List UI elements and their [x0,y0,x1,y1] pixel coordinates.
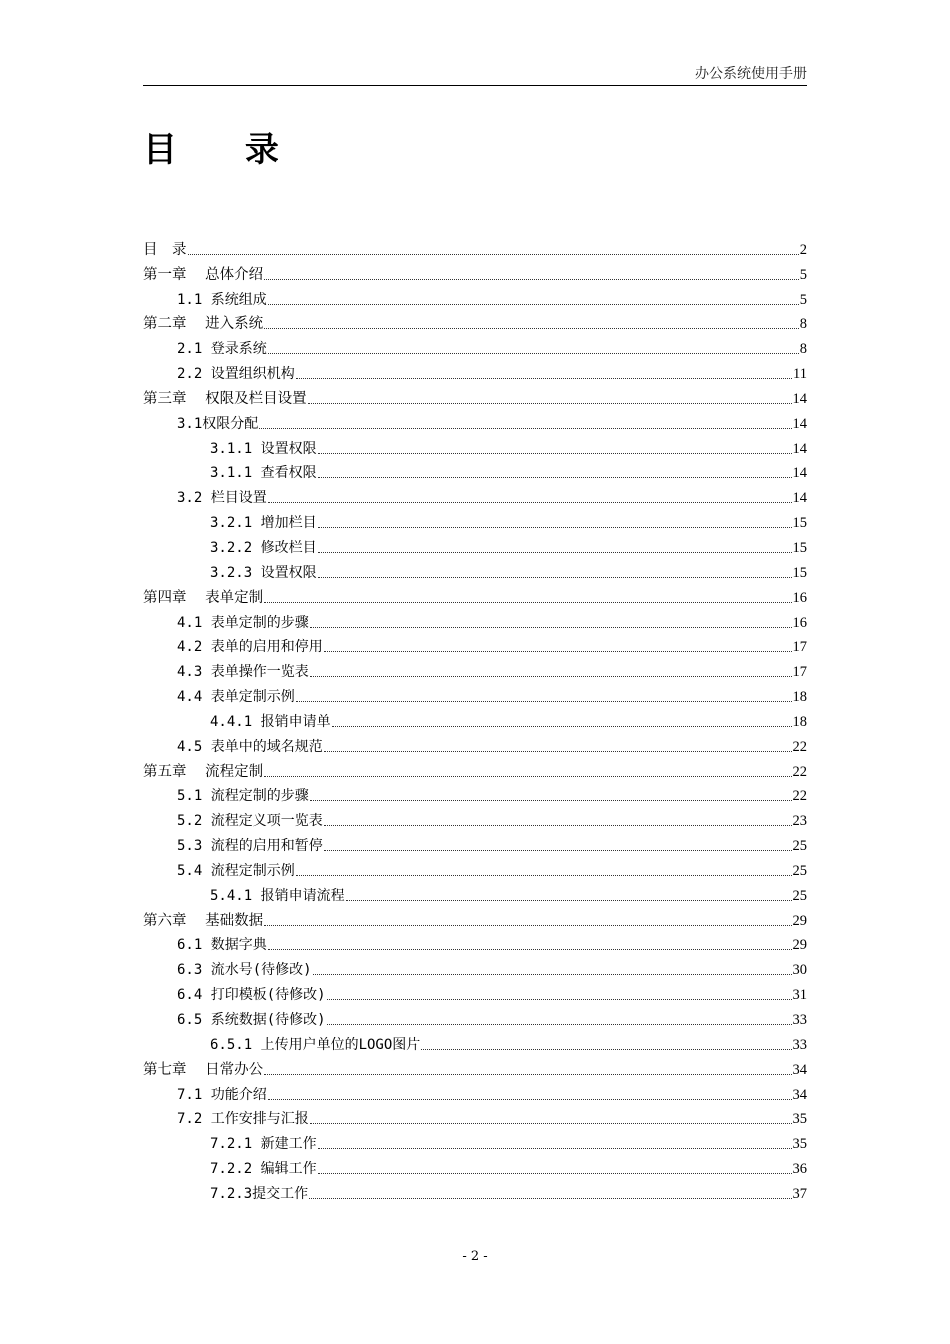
toc-entry-page: 30 [792,962,807,979]
toc-entry[interactable] [143,482,807,507]
toc-entry-label: 6.3 流水号(待修改) [177,962,312,979]
toc-entry-page: 25 [792,838,807,855]
running-header: 办公系统使用手册 [695,66,807,82]
toc-entry-label: 第七章 日常办公 [143,1061,264,1078]
toc-entry[interactable] [143,731,807,756]
toc-entry-page: 33 [792,1012,807,1028]
toc-entry-label: 3.2.2 修改栏目 [210,539,317,556]
toc-entry-label: 7.2.2 编辑工作 [210,1161,317,1178]
toc-entry-page: 16 [792,614,807,631]
toc-entry-label: 3.1.1 设置权限 [210,440,317,457]
toc-entry[interactable] [143,1029,807,1054]
dot-leader [318,1148,792,1149]
toc-entry-page: 22 [792,763,807,780]
dot-leader [264,602,791,603]
toc-entry-page: 18 [792,713,807,730]
toc-entry-page: 29 [792,912,807,929]
toc-entry-page: 18 [792,689,807,706]
dot-leader [296,378,792,379]
toc-entry-label: 5.4 流程定制示例 [177,862,295,879]
dot-leader [296,701,792,702]
toc-entry[interactable] [143,383,807,408]
toc-entry-label: 第四章 表单定制 [143,589,264,606]
toc-entry[interactable] [143,582,807,607]
toc-entry-page: 15 [792,564,807,581]
dot-leader [324,751,792,752]
toc-entry-page: 15 [792,515,807,532]
toc-entry-label: 第五章 流程定制 [143,763,264,780]
toc-entry[interactable] [143,309,807,334]
dot-leader [268,502,792,503]
dot-leader [268,949,792,950]
page-title: 目 录 [143,130,307,170]
dot-leader [309,1198,791,1199]
dot-leader [310,1123,792,1124]
dot-leader [308,403,792,404]
toc-entry[interactable] [143,1153,807,1178]
toc-entry-label: 5.1 流程定制的步骤 [177,788,309,805]
toc-entry-page: 37 [792,1185,807,1202]
toc-entry-label: 第一章 总体介绍 [143,266,264,283]
toc-entry[interactable] [143,905,807,930]
toc-entry-label: 4.3 表单操作一览表 [177,664,309,681]
toc-entry-label: 2.1 登录系统 [177,341,267,358]
toc-entry-label: 6.1 数据字典 [177,937,267,954]
table-of-contents [143,234,807,1203]
toc-entry-label: 4.4 表单定制示例 [177,689,295,706]
toc-entry-page: 2 [799,241,807,258]
toc-entry[interactable] [143,1128,807,1153]
toc-entry[interactable] [143,433,807,458]
toc-entry[interactable] [143,656,807,681]
toc-entry-page: 35 [792,1111,807,1128]
toc-entry-label: 6.5.1 上传用户单位的LOGO图片 [210,1036,421,1053]
dot-leader [332,726,792,727]
toc-entry[interactable] [143,632,807,657]
toc-entry-page: 23 [792,813,807,830]
toc-entry-page: 17 [792,664,807,681]
toc-entry[interactable] [143,333,807,358]
toc-entry-label: 5.3 流程的启用和暂停 [177,838,323,855]
toc-entry-label: 3.1.1 查看权限 [210,465,317,482]
toc-entry-label: 3.2.3 设置权限 [210,564,317,581]
toc-entry[interactable] [143,805,807,830]
dot-leader [259,428,791,429]
toc-entry-label: 7.2.3提交工作 [210,1185,309,1202]
toc-entry-label: 5.4.1 报销申请流程 [210,887,345,904]
toc-entry-label: 第三章 权限及栏目设置 [143,390,307,407]
dot-leader [318,1173,792,1174]
dot-leader [327,999,792,1000]
dot-leader [318,552,792,553]
toc-entry[interactable] [143,756,807,781]
toc-entry[interactable] [143,1004,807,1029]
toc-entry-page: 14 [792,440,807,457]
toc-entry[interactable] [143,358,807,383]
toc-entry-page: 35 [792,1136,807,1153]
toc-entry-label: 7.1 功能介绍 [177,1086,267,1103]
toc-entry-label: 4.5 表单中的域名规范 [177,738,323,755]
toc-entry[interactable] [143,855,807,880]
dot-leader [318,453,792,454]
toc-entry[interactable] [143,408,807,433]
dot-leader [296,875,792,876]
toc-entry[interactable] [143,706,807,731]
dot-leader [324,825,792,826]
dot-leader [318,477,792,478]
dot-leader [268,1099,792,1100]
toc-entry[interactable] [143,284,807,309]
toc-entry-label: 4.4.1 报销申请单 [210,713,331,730]
toc-entry[interactable] [143,781,807,806]
toc-entry[interactable] [143,681,807,706]
toc-entry-page: 17 [792,639,807,656]
toc-entry-label: 目 录 [143,241,187,258]
toc-entry-page: 25 [792,862,807,879]
toc-entry-page: 22 [792,788,807,805]
dot-leader [268,353,799,354]
toc-entry-page: 14 [792,490,807,507]
toc-entry[interactable] [143,607,807,632]
dot-leader [324,850,792,851]
toc-entry-label: 3.1权限分配 [177,415,259,432]
toc-entry[interactable] [143,259,807,284]
toc-entry-label: 6.5 系统数据(待修改) [177,1012,326,1028]
toc-entry[interactable] [143,507,807,532]
toc-entry-page: 8 [799,341,807,358]
toc-entry-label: 第六章 基础数据 [143,912,264,929]
dot-leader [310,627,792,628]
dot-leader [264,279,799,280]
toc-entry[interactable] [143,234,807,259]
toc-entry-label: 1.1 系统组成 [177,291,267,308]
toc-entry-label: 7.2 工作安排与汇报 [177,1111,309,1128]
toc-entry[interactable] [143,979,807,1004]
toc-entry-page: 14 [792,465,807,482]
toc-entry-label: 3.2.1 增加栏目 [210,515,317,532]
dot-leader [264,328,799,329]
dot-leader [313,974,792,975]
toc-entry[interactable] [143,1104,807,1129]
dot-leader [268,304,799,305]
toc-entry-page: 34 [792,1061,807,1078]
toc-entry-page: 34 [792,1086,807,1103]
toc-entry-page: 11 [793,366,807,383]
toc-entry[interactable] [143,1054,807,1079]
toc-entry[interactable] [143,880,807,905]
dot-leader [421,1049,791,1050]
toc-entry-label: 6.4 打印模板(待修改) [177,987,326,1004]
toc-entry-page: 29 [792,937,807,954]
dot-leader [324,651,792,652]
dot-leader [310,676,792,677]
toc-entry-label: 4.2 表单的启用和停用 [177,639,323,656]
toc-entry[interactable] [143,1079,807,1104]
toc-entry-page: 25 [792,887,807,904]
toc-entry-page: 5 [799,266,807,283]
toc-entry-page: 22 [792,738,807,755]
toc-entry-page: 16 [792,589,807,606]
toc-entry-page: 31 [792,987,807,1004]
dot-leader [264,925,791,926]
toc-entry-label: 2.2 设置组织机构 [177,366,295,383]
dot-leader [188,254,799,255]
toc-entry[interactable] [143,1178,807,1203]
toc-entry-label: 5.2 流程定义项一览表 [177,813,323,830]
dot-leader [318,527,792,528]
toc-entry-label: 3.2 栏目设置 [177,490,267,507]
dot-leader [264,1074,791,1075]
header-divider [143,85,807,86]
toc-entry-page: 33 [792,1036,807,1053]
toc-entry-page: 5 [799,291,807,308]
dot-leader [264,776,791,777]
toc-entry[interactable] [143,557,807,582]
toc-entry-page: 14 [792,390,807,407]
toc-entry-label: 7.2.1 新建工作 [210,1136,317,1153]
toc-entry-page: 14 [792,415,807,432]
dot-leader [346,900,792,901]
toc-entry-label: 第二章 进入系统 [143,316,264,333]
toc-entry-label: 4.1 表单定制的步骤 [177,614,309,631]
toc-entry[interactable] [143,954,807,979]
dot-leader [318,577,792,578]
toc-entry[interactable] [143,458,807,483]
dot-leader [310,800,792,801]
toc-entry-page: 36 [792,1161,807,1178]
toc-entry-page: 15 [792,539,807,556]
page-number: - 2 - [462,1249,488,1264]
toc-entry[interactable] [143,930,807,955]
toc-entry[interactable] [143,532,807,557]
dot-leader [327,1024,792,1025]
toc-entry[interactable] [143,830,807,855]
toc-entry-page: 8 [799,316,807,333]
